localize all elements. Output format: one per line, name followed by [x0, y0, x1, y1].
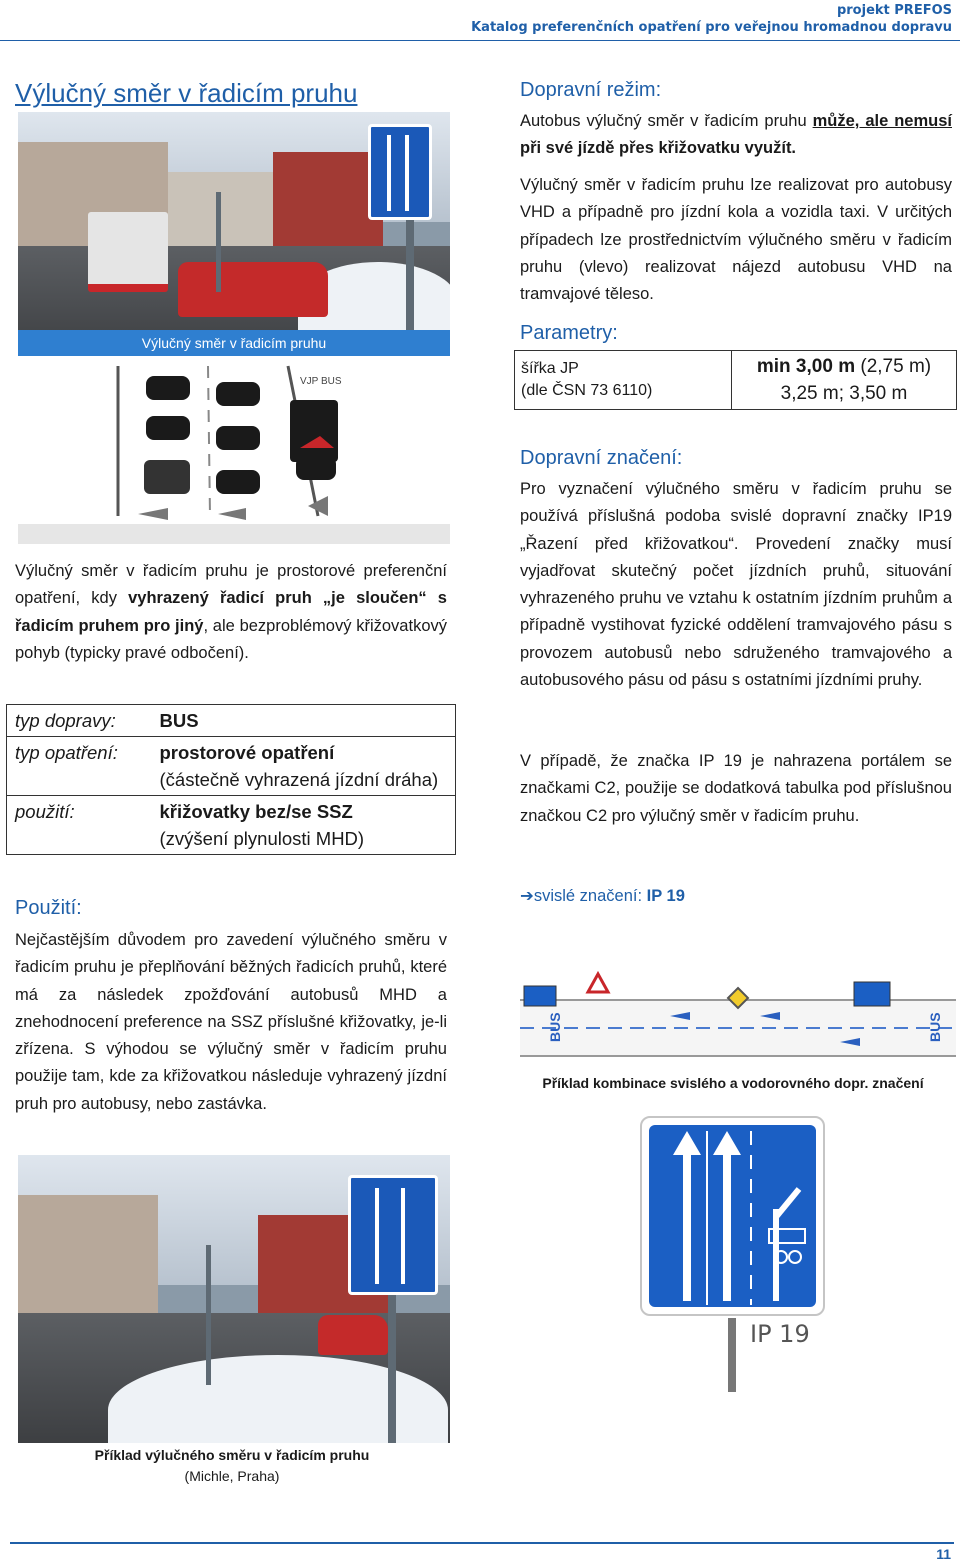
ip19-sign-label: IP 19: [750, 1320, 810, 1348]
info-key: použití:: [7, 796, 152, 855]
parameters-heading: Parametry:: [520, 322, 618, 344]
photo-2-subcaption: (Michle, Praha): [184, 1468, 280, 1484]
marking-p2: V případě, že značka IP 19 je nahrazena portálem se značkami C2, použije se dodatková tabulka pod příslušnou značkou C2 pro výlučný směr v řadicím pruhu.: [520, 752, 952, 825]
page-header: [471, 2, 952, 36]
page-number: 11: [936, 1546, 951, 1562]
info-key: typ opatření:: [7, 737, 152, 796]
photo-example-1: [18, 112, 450, 356]
arrow-right-icon: ➔: [520, 887, 534, 905]
intro-paragraph: Výlučný směr v řadicím pruhu je prostorové preferenční opatření, kdy vyhrazený řadicí pruh „je sloučen“ s řadicím pruhem pro jiný, ale bezproblémový křižovatkový pohyb (typicky pravé odbočení).: [15, 562, 447, 662]
table-row: [7, 705, 456, 737]
usage-paragraph: Nejčastějším důvodem pro zavedení výlučného směru v řadicím pruhu je přeplňování běžných řadicích pruhů, které má za následek zpožďování autobusů MHD a znehodnocení preference na SSZ příslušné křižovatky, je-li zřízena. S výhodou se výlučný směr v řadicím pruhu použije tam, kde za křižovatkou následuje vyhrazený jízdní pruh pro autobusy, nebo zastávka.: [15, 931, 447, 1113]
info-key: typ dopravy:: [7, 705, 152, 737]
traffic-regime-p2: Výlučný směr v řadicím pruhu lze realizovat pro autobusy VHD a případně pro jízdní kola a vozidla taxi. V určitých případech lze prostřednictvím výlučného směru v řadicím pruhu (vlevo) realizovat nájezd autobusu VHD na tramvajové těleso.: [520, 176, 952, 304]
usage-heading: Použití:: [15, 897, 82, 919]
info-table: [6, 704, 456, 855]
vertical-marking-link[interactable]: ➔svislé značení: IP 19: [520, 887, 685, 905]
ip19-sign-photo-2: [348, 1175, 438, 1295]
catalog-name: Katalog preferenčních opatření pro veřejnou hromadnou dopravu: [471, 20, 952, 35]
lane-diagram: [18, 356, 450, 544]
project-name: projekt PREFOS: [836, 3, 952, 18]
ip19-arrows-svg: [649, 1125, 820, 1311]
marking-diagram-svg: [520, 958, 956, 1070]
marking-diagram-caption: Příklad kombinace svislého a vodorovného dopr. značení: [542, 1075, 924, 1091]
lane-diagram-svg: [18, 356, 450, 544]
table-row: [7, 796, 456, 855]
marking-combination-diagram: [520, 958, 956, 1070]
traffic-regime-heading: Dopravní režim:: [520, 79, 662, 101]
ip19-sign-photo-1: [368, 124, 432, 220]
ip19-sign: [640, 1116, 825, 1316]
header-divider: [0, 40, 960, 41]
sign-pole: [728, 1318, 736, 1392]
info-value: prostorové opatření (částečně vyhrazená jízdní dráha): [152, 737, 456, 796]
parameter-key: šířka JP (dle ČSN 73 6110): [515, 351, 732, 410]
info-value: BUS: [152, 705, 456, 737]
traffic-regime-p1: Autobus výlučný směr v řadicím pruhu může, ale nemusí při své jízdě přes křižovatku využít.: [520, 112, 952, 158]
photo-2-caption: Příklad výlučného směru v řadicím pruhu: [94, 1447, 370, 1463]
marking-heading: Dopravní značení:: [520, 447, 683, 469]
page-title: Výlučný směr v řadicím pruhu: [15, 78, 358, 108]
marking-p1: Pro vyznačení výlučného směru v řadicím pruhu se používá příslušná podoba svislé dopravní značky IP19 „Řazení před křižovatkou“. Provedení značky musí vyjadřovat skutečný počet jízdních pruhů, situování vyhrazeného pruhu ve vztahu k ostatním jízdním pruhům a případně vystihovat fyzické oddělení tramvajového pásu s provozem autobusů nebo sdruženého tramvajového a autobusového pásu od pásu s ostatními jízdními pruhy.: [520, 480, 952, 690]
photo-overlay-caption: Výlučný směr v řadicím pruhu: [18, 330, 450, 356]
diagram1-label: VJP BUS: [300, 376, 342, 387]
bus-lane-text: BUS: [927, 1012, 943, 1042]
info-value: křižovatky bez/se SSZ (zvýšení plynulosti MHD): [152, 796, 456, 855]
table-row: [7, 737, 456, 796]
parameter-value: min 3,00 m (2,75 m) 3,25 m; 3,50 m: [732, 351, 957, 410]
footer-divider: [10, 1542, 954, 1544]
photo-example-2: [18, 1155, 450, 1443]
parameters-table: [514, 350, 957, 410]
table-row: [515, 351, 957, 410]
bus-lane-text: BUS: [547, 1012, 563, 1042]
